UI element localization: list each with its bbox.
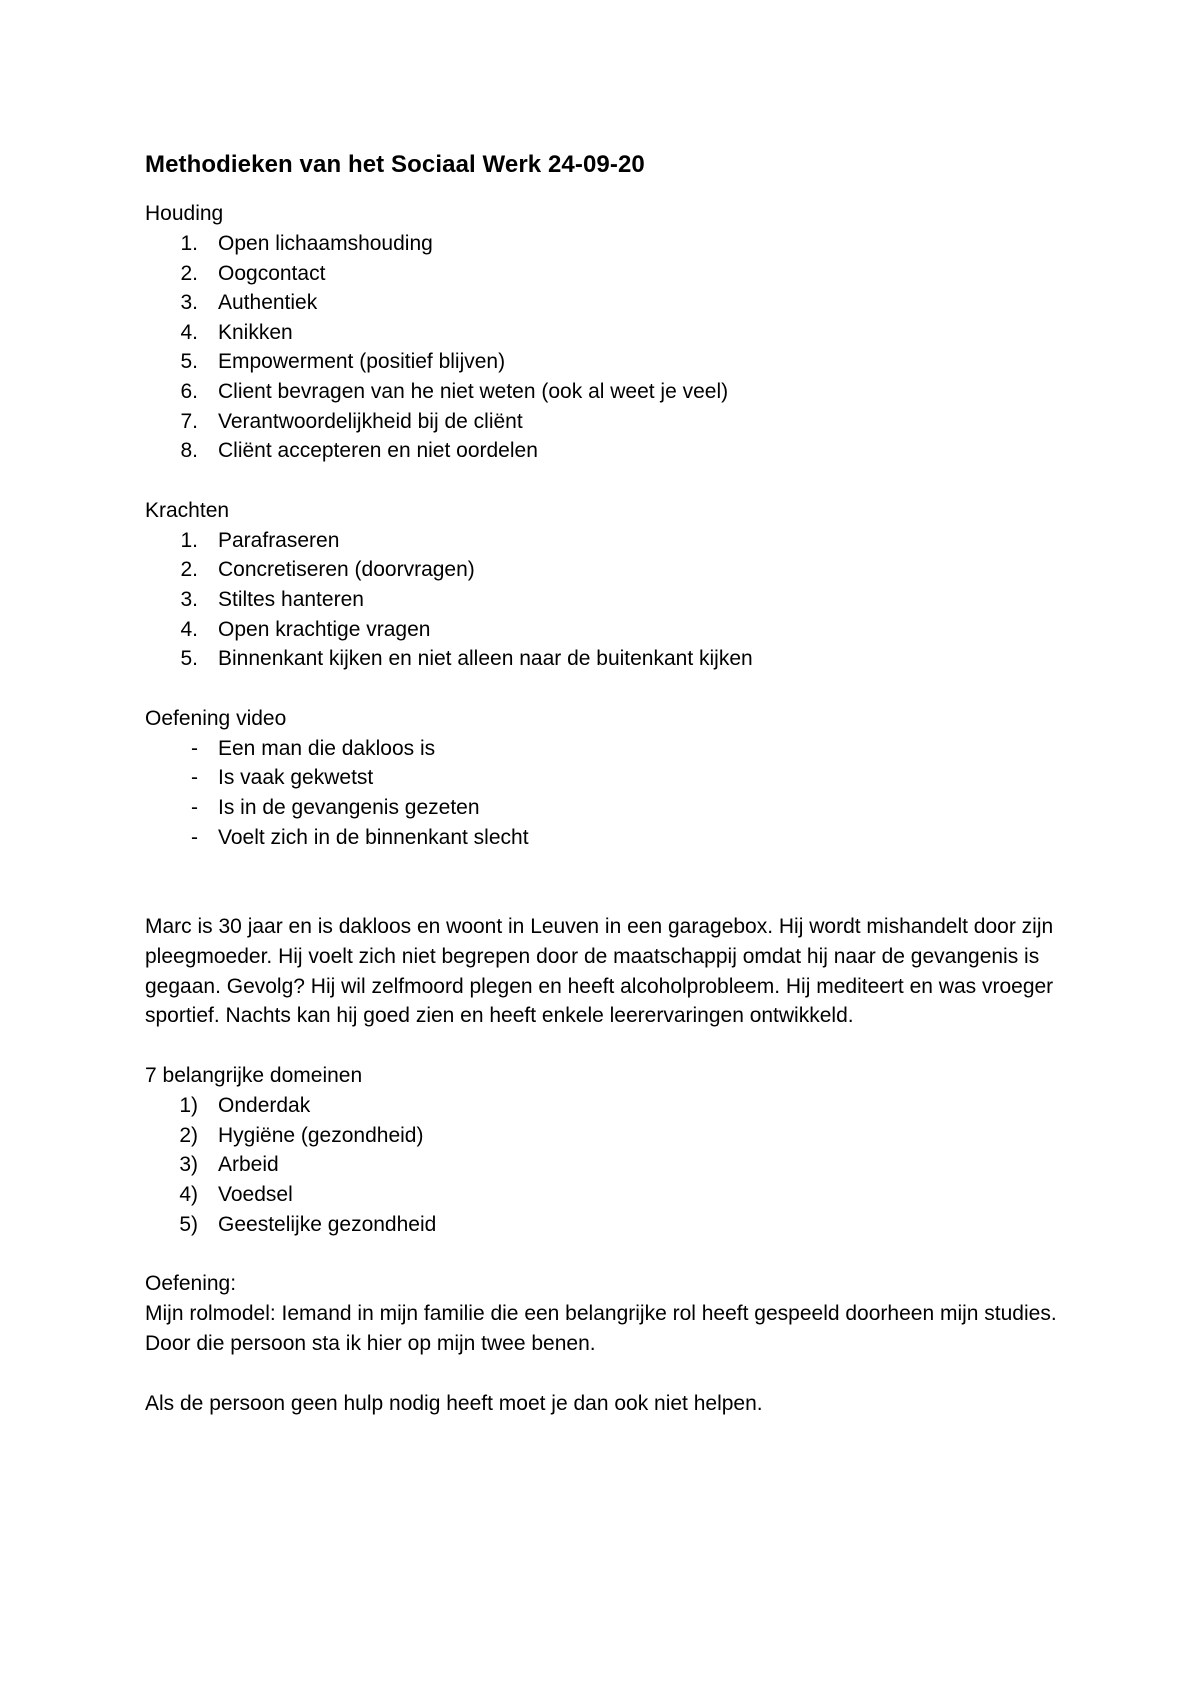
- list-item-text: Client bevragen van he niet weten (ook al weet je veel): [218, 379, 729, 403]
- list-marker: -: [191, 825, 198, 849]
- section-heading-krachten: Krachten: [145, 498, 230, 522]
- list-item: [145, 436, 1065, 466]
- list-marker: 4.: [180, 617, 198, 641]
- list-marker: 4.: [180, 320, 198, 344]
- list-item: [145, 615, 1065, 645]
- list-item: [145, 793, 1065, 823]
- oefening-video-list: [145, 734, 1065, 852]
- list-item-text: Concretiseren (doorvragen): [218, 558, 475, 582]
- list-item-text: Voedsel: [218, 1183, 293, 1207]
- list-marker: 5.: [180, 647, 198, 671]
- list-item-text: Verantwoordelijkheid bij de cliënt: [218, 409, 523, 433]
- section-heading-domeinen: 7 belangrijke domeinen: [145, 1064, 363, 1088]
- list-marker: 8.: [180, 439, 198, 463]
- domeinen-list: [145, 1091, 1065, 1239]
- list-item-text: Cliënt accepteren en niet oordelen: [218, 439, 538, 463]
- list-marker: 3.: [180, 291, 198, 315]
- list-item: [145, 259, 1065, 289]
- list-item: [145, 1180, 1065, 1210]
- list-item: [145, 318, 1065, 348]
- list-item: [145, 1121, 1065, 1151]
- document-title: Methodieken van het Sociaal Werk 24-09-20: [145, 151, 645, 178]
- list-item: [145, 1210, 1065, 1240]
- list-item-text: Empowerment (positief blijven): [218, 350, 506, 374]
- list-item-text: Stiltes hanteren: [218, 587, 364, 611]
- houding-list: [145, 229, 1065, 466]
- marc-paragraph: Marc is 30 jaar en is dakloos en woont in Leuven in een garagebox. Hij wordt mishandelt door zijn pleegmoeder. Hij voelt zich niet begrepen door de maatschappij omdat hij naar de gevangenis is gegaan. Gevolg? Hij wil zelfmoord plegen en heeft alcoholprobleem. Hij mediteert en was vroeger sportief. Nachts kan hij goed zien en heeft enkele leerervaringen ontwikkeld.: [145, 915, 1054, 1028]
- list-marker: 2.: [180, 558, 198, 582]
- list-item-text: Knikken: [218, 320, 293, 344]
- closing-paragraph: Als de persoon geen hulp nodig heeft moet je dan ook niet helpen.: [145, 1391, 763, 1415]
- section-heading-houding: Houding: [145, 202, 224, 225]
- list-marker: -: [191, 795, 198, 819]
- list-item-text: Authentiek: [218, 291, 318, 315]
- list-marker: -: [191, 736, 198, 760]
- list-marker: 5): [179, 1212, 198, 1236]
- list-item: [145, 644, 1065, 674]
- list-item: [145, 763, 1065, 793]
- list-marker: 2): [179, 1123, 198, 1147]
- list-item: [145, 377, 1065, 407]
- list-item: [145, 734, 1065, 764]
- list-item-text: Parafraseren: [218, 528, 340, 552]
- list-item-text: Hygiëne (gezondheid): [218, 1123, 424, 1147]
- section-heading-oefening: Oefening:: [145, 1272, 237, 1296]
- list-item-text: Voelt zich in de binnenkant slecht: [218, 825, 529, 849]
- list-item: [145, 526, 1065, 556]
- list-item: [145, 823, 1065, 853]
- list-item-text: Oogcontact: [218, 261, 326, 285]
- krachten-list: [145, 526, 1065, 674]
- list-item-text: Arbeid: [218, 1153, 279, 1177]
- oefening-paragraph: Mijn rolmodel: Iemand in mijn familie die een belangrijke rol heeft gespeeld doorheen mijn studies. Door die persoon sta ik hier op mijn twee benen.: [145, 1302, 1057, 1356]
- list-item: [145, 347, 1065, 377]
- list-marker: 3): [179, 1153, 198, 1177]
- list-marker: 1): [179, 1094, 198, 1118]
- list-item: [145, 407, 1065, 437]
- list-marker: 6.: [180, 379, 198, 403]
- list-item: [145, 1091, 1065, 1121]
- list-item-text: Is vaak gekwetst: [218, 766, 374, 790]
- list-item: [145, 585, 1065, 615]
- list-item-text: Binnenkant kijken en niet alleen naar de buitenkant kijken: [218, 647, 753, 671]
- document-content: [145, 140, 1065, 1449]
- list-marker: 7.: [180, 409, 198, 433]
- list-marker: 4): [179, 1183, 198, 1207]
- list-item-text: Open lichaamshouding: [218, 232, 433, 255]
- list-item: [145, 288, 1065, 318]
- list-item-text: Is in de gevangenis gezeten: [218, 795, 480, 819]
- list-item: [145, 1150, 1065, 1180]
- list-item-text: Onderdak: [218, 1094, 311, 1118]
- list-marker: 1.: [180, 528, 198, 552]
- list-item: [145, 229, 1065, 259]
- list-marker: 1.: [180, 232, 198, 255]
- list-marker: 5.: [180, 350, 198, 374]
- section-heading-oefening-video: Oefening video: [145, 706, 287, 730]
- list-item-text: Een man die dakloos is: [218, 736, 436, 760]
- list-marker: 2.: [180, 261, 198, 285]
- list-item: [145, 555, 1065, 585]
- list-item-text: Geestelijke gezondheid: [218, 1212, 437, 1236]
- list-marker: 3.: [180, 587, 198, 611]
- list-marker: -: [191, 766, 198, 790]
- list-item-text: Open krachtige vragen: [218, 617, 431, 641]
